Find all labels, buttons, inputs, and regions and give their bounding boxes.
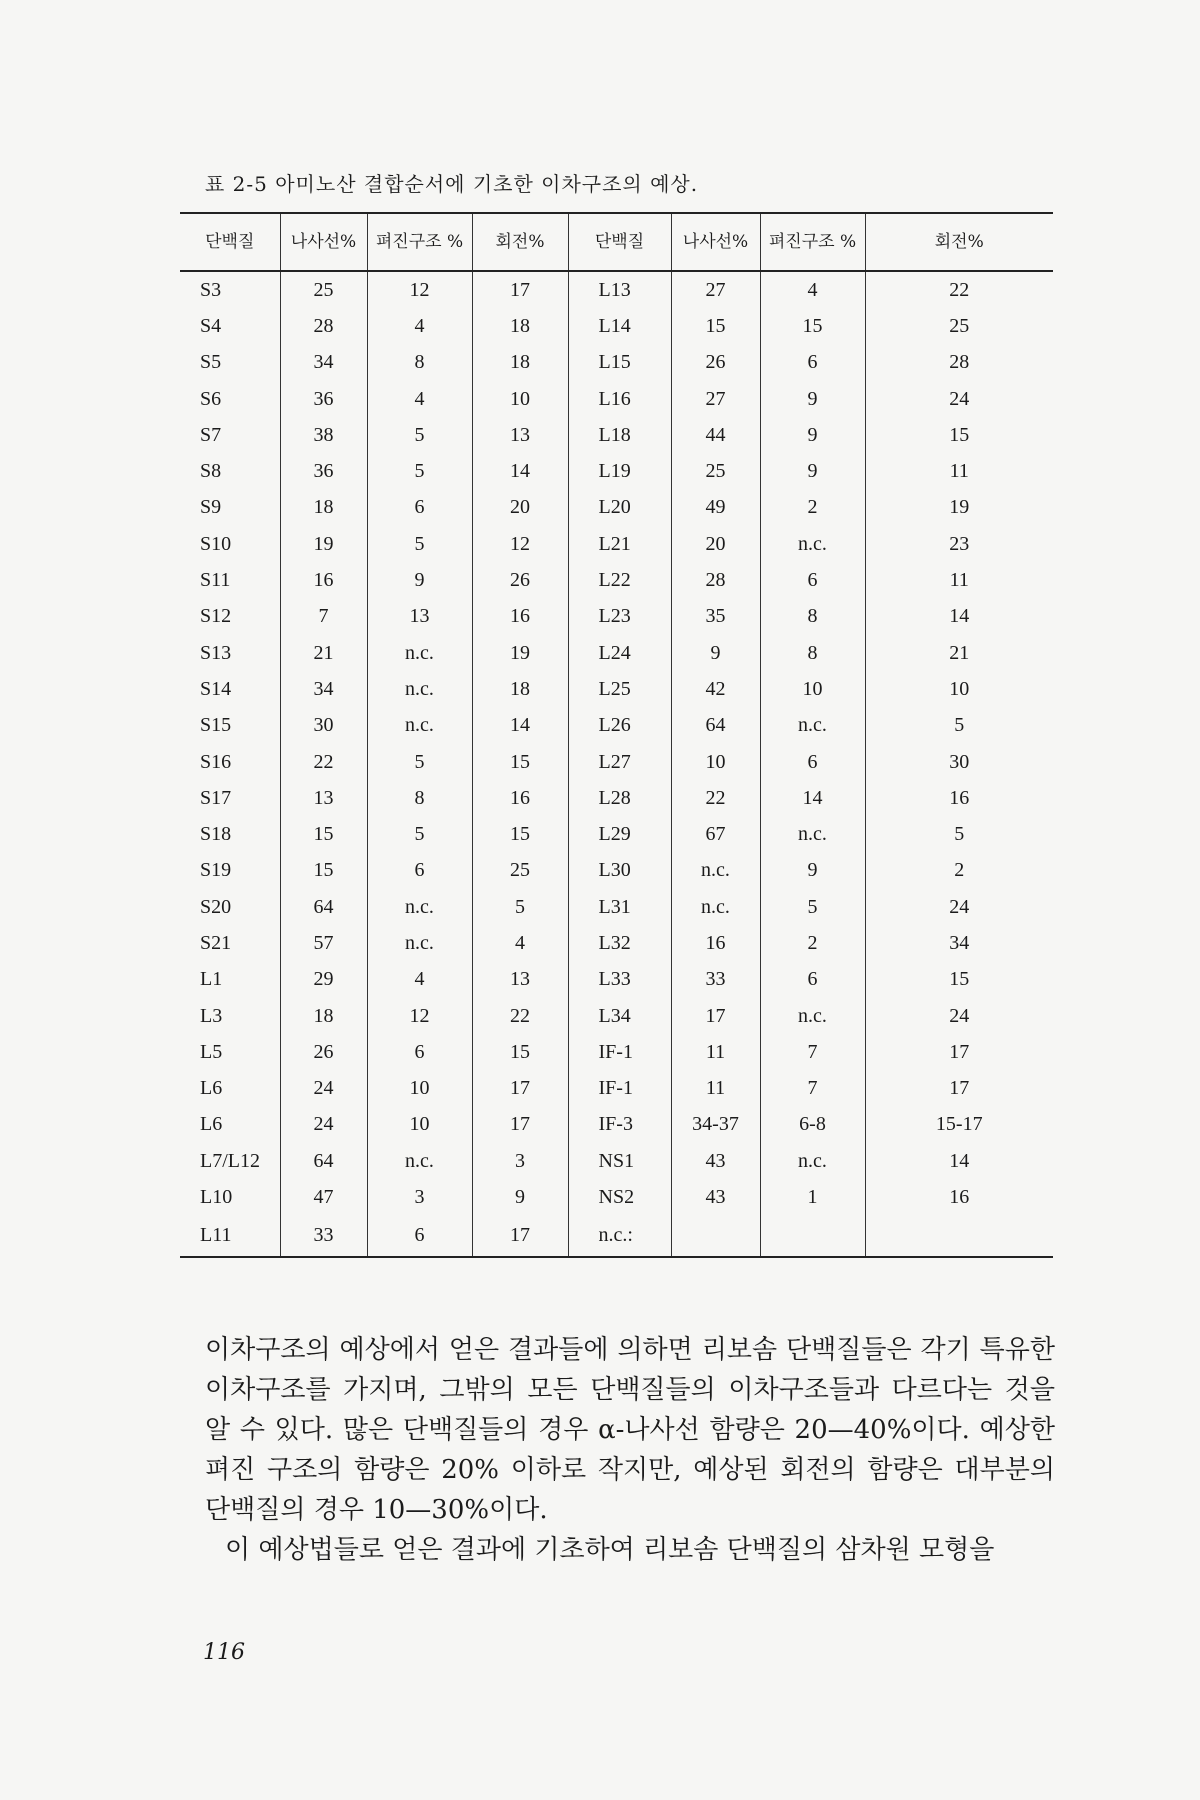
table-cell: 4: [472, 925, 568, 961]
table-cell: 28: [865, 345, 1053, 381]
table-cell: 13: [472, 417, 568, 453]
table-cell: 7: [760, 1071, 865, 1107]
table-cell: 19: [280, 526, 367, 562]
table-cell: 6: [760, 962, 865, 998]
table-header-row: [180, 213, 1053, 271]
table-cell: 14: [472, 708, 568, 744]
table-cell: 5: [367, 816, 472, 852]
table-cell: 17: [472, 271, 568, 308]
table-cell: n.c.: [367, 889, 472, 925]
table-cell: 16: [472, 599, 568, 635]
secondary-structure-table-wrap: [180, 212, 1053, 1258]
table-cell: 17: [472, 1107, 568, 1143]
table-row: [180, 1107, 1053, 1143]
table-cell: [865, 1216, 1053, 1257]
table-row: [180, 308, 1053, 344]
table-cell: 18: [280, 998, 367, 1034]
table-cell: 24: [865, 381, 1053, 417]
table-cell: 47: [280, 1179, 367, 1215]
table-cell: 22: [472, 998, 568, 1034]
table-row: [180, 1143, 1053, 1179]
table-cell: 8: [760, 599, 865, 635]
table-cell: 6: [760, 744, 865, 780]
table-cell: S12: [200, 605, 232, 628]
table-cell: L11: [180, 1216, 280, 1257]
table-cell: 2: [760, 490, 865, 526]
table-row: [180, 780, 1053, 816]
table-cell: 33: [280, 1216, 367, 1257]
table-row: [180, 925, 1053, 961]
table-cell: n.c.: [671, 889, 760, 925]
table-cell: 11: [671, 1071, 760, 1107]
table-cell: 10: [865, 671, 1053, 707]
table-cell: 16: [865, 780, 1053, 816]
table-cell: L24: [568, 635, 671, 671]
table-cell: 6: [367, 1034, 472, 1070]
table-row: [180, 271, 1053, 308]
table-cell: n.c.: [367, 925, 472, 961]
table-cell: S13: [200, 641, 232, 664]
table-cell: 13: [367, 599, 472, 635]
table-row: [180, 417, 1053, 453]
table-cell: 15: [472, 744, 568, 780]
table-cell: 15: [280, 816, 367, 852]
table-cell: 5: [367, 526, 472, 562]
table-cell: 35: [671, 599, 760, 635]
table-cell: L7/L12: [200, 1149, 260, 1172]
table-cell: L30: [568, 853, 671, 889]
table-cell: 15: [280, 853, 367, 889]
table-row: [180, 1179, 1053, 1215]
table-cell: L21: [568, 526, 671, 562]
table-cell: 12: [472, 526, 568, 562]
table-cell: S3: [200, 278, 222, 301]
table-cell: 6: [367, 1216, 472, 1257]
table-row: [180, 1216, 1053, 1257]
table-row: [180, 599, 1053, 635]
table-cell: n.c.: [367, 1143, 472, 1179]
table-cell: S18: [200, 823, 232, 846]
table-cell: 1: [760, 1179, 865, 1215]
table-cell: L33: [568, 962, 671, 998]
table-cell: 36: [280, 381, 367, 417]
table-cell: 20: [671, 526, 760, 562]
table-cell: 64: [280, 889, 367, 925]
table-cell: 2: [865, 853, 1053, 889]
table-cell: L20: [568, 490, 671, 526]
column-header: 나사선%: [280, 213, 367, 271]
table-cell: 18: [472, 308, 568, 344]
table-cell: 13: [280, 780, 367, 816]
table-cell: 4: [760, 271, 865, 308]
table-cell: 4: [367, 308, 472, 344]
table-cell: 20: [472, 490, 568, 526]
table-cell: L32: [568, 925, 671, 961]
table-cell: 25: [865, 308, 1053, 344]
table-cell: 7: [760, 1034, 865, 1070]
table-cell: 28: [671, 562, 760, 598]
table-cell: L6: [200, 1077, 223, 1100]
table-cell: 5: [367, 417, 472, 453]
table-cell: 7: [280, 599, 367, 635]
table-cell: S11: [200, 569, 231, 592]
table-cell: 17: [865, 1071, 1053, 1107]
table-caption: 표 2-5 아미노산 결합순서에 기초한 이차구조의 예상.: [205, 172, 699, 196]
table-cell: 14: [472, 453, 568, 489]
table-cell: 17: [865, 1034, 1053, 1070]
table-cell: 24: [865, 998, 1053, 1034]
table-cell: 17: [472, 1216, 568, 1257]
table-cell: S4: [200, 314, 222, 337]
table-cell: 25: [671, 453, 760, 489]
table-cell: L6: [200, 1113, 223, 1136]
table-cell: 6: [760, 562, 865, 598]
table-row: [180, 381, 1053, 417]
table-cell: L5: [200, 1040, 223, 1063]
table-cell: 8: [367, 780, 472, 816]
table-cell: 10: [760, 671, 865, 707]
table-cell: 15: [671, 308, 760, 344]
table-cell: S7: [200, 423, 222, 446]
table-cell: 23: [865, 526, 1053, 562]
table-cell: 38: [280, 417, 367, 453]
table-cell: S17: [200, 786, 232, 809]
table-row: [180, 526, 1053, 562]
table-cell: n.c.: [760, 816, 865, 852]
table-cell: n.c.: [760, 998, 865, 1034]
table-cell: L15: [568, 345, 671, 381]
table-cell: 16: [280, 562, 367, 598]
table-cell: IF-1: [568, 1034, 671, 1070]
table-cell: 18: [280, 490, 367, 526]
table-cell: 16: [671, 925, 760, 961]
table-cell: 22: [671, 780, 760, 816]
table-cell: 3: [472, 1143, 568, 1179]
table-cell: 34-37: [671, 1107, 760, 1143]
table-cell: L3: [200, 1004, 223, 1027]
table-row: [180, 998, 1053, 1034]
table-cell: 12: [367, 998, 472, 1034]
table-cell: 30: [280, 708, 367, 744]
table-cell: 21: [280, 635, 367, 671]
table-cell: 10: [367, 1071, 472, 1107]
column-header: 회전%: [865, 213, 1053, 271]
table-cell: 36: [280, 453, 367, 489]
table-cell: L27: [568, 744, 671, 780]
table-row: [180, 490, 1053, 526]
table-row: [180, 1034, 1053, 1070]
column-header: 펴진구조 %: [760, 213, 865, 271]
table-cell: 18: [472, 345, 568, 381]
table-row: [180, 1071, 1053, 1107]
table-cell: 10: [367, 1107, 472, 1143]
paragraph: 이 예상법들로 얻은 결과에 기초하여 리보솜 단백질의 삼차원 모형을: [225, 1535, 995, 1565]
table-cell: 43: [671, 1179, 760, 1215]
page-number: 116: [203, 1640, 245, 1665]
table-cell: 15: [760, 308, 865, 344]
table-cell: 17: [671, 998, 760, 1034]
table-cell: 29: [280, 962, 367, 998]
table-cell: NS2: [568, 1179, 671, 1215]
table-cell: L18: [568, 417, 671, 453]
table-cell: 33: [671, 962, 760, 998]
table-cell: n.c.: [760, 708, 865, 744]
table-cell: 4: [367, 381, 472, 417]
table-cell: L26: [568, 708, 671, 744]
table-cell: S19: [200, 859, 232, 882]
table-cell: 5: [865, 708, 1053, 744]
table-cell: 10: [671, 744, 760, 780]
column-header: 단백질: [568, 213, 671, 271]
table-cell: 5: [760, 889, 865, 925]
table-cell: 12: [367, 271, 472, 308]
table-cell: 9: [760, 453, 865, 489]
table-cell: 15: [865, 417, 1053, 453]
table-cell: 64: [280, 1143, 367, 1179]
table-cell: 27: [671, 271, 760, 308]
table-cell: 8: [760, 635, 865, 671]
table-cell: 67: [671, 816, 760, 852]
table-cell: 9: [472, 1179, 568, 1215]
table-cell: 24: [280, 1071, 367, 1107]
table-body: [180, 271, 1053, 1257]
table-cell: 30: [865, 744, 1053, 780]
table-cell: 19: [865, 490, 1053, 526]
table-cell: 34: [280, 671, 367, 707]
table-cell: 42: [671, 671, 760, 707]
table-cell: L34: [568, 998, 671, 1034]
table-cell: L1: [200, 968, 223, 991]
table-cell: 9: [760, 417, 865, 453]
table-cell: 6: [367, 853, 472, 889]
table-cell: 9: [760, 853, 865, 889]
table-cell: 28: [280, 308, 367, 344]
table-cell: 5: [472, 889, 568, 925]
table-cell: L16: [568, 381, 671, 417]
table-row: [180, 453, 1053, 489]
table-cell: L23: [568, 599, 671, 635]
table-cell: n.c.: [367, 671, 472, 707]
table-cell: n.c.: [367, 708, 472, 744]
table-cell: S5: [200, 351, 222, 374]
table-cell: 15-17: [865, 1107, 1053, 1143]
table-cell: 34: [865, 925, 1053, 961]
table-cell: 10: [472, 381, 568, 417]
table-cell: 9: [671, 635, 760, 671]
table-cell: 5: [367, 744, 472, 780]
table-cell: L29: [568, 816, 671, 852]
table-cell: S15: [200, 714, 232, 737]
table-cell: 15: [472, 1034, 568, 1070]
table-cell: 16: [472, 780, 568, 816]
table-cell: L28: [568, 780, 671, 816]
table-cell: [671, 1216, 760, 1257]
table-cell: 6: [760, 345, 865, 381]
table-cell: n.c.: [671, 853, 760, 889]
table-cell: 9: [367, 562, 472, 598]
table-cell: 15: [865, 962, 1053, 998]
table-cell: 9: [760, 381, 865, 417]
table-cell: 25: [472, 853, 568, 889]
table-cell: 4: [367, 962, 472, 998]
table-cell: 2: [760, 925, 865, 961]
table-cell: 11: [671, 1034, 760, 1070]
table-cell: 26: [280, 1034, 367, 1070]
table-row: [180, 853, 1053, 889]
table-cell: NS1: [568, 1143, 671, 1179]
table-row: [180, 562, 1053, 598]
table-cell: 27: [671, 381, 760, 417]
table-cell: IF-3: [568, 1107, 671, 1143]
table-cell: 18: [472, 671, 568, 707]
table-cell: 24: [280, 1107, 367, 1143]
table-cell: L25: [568, 671, 671, 707]
table-cell: L22: [568, 562, 671, 598]
table-cell: 64: [671, 708, 760, 744]
table-row: [180, 345, 1053, 381]
column-header: 회전%: [472, 213, 568, 271]
table-row: [180, 816, 1053, 852]
table-cell: 34: [280, 345, 367, 381]
table-cell: [760, 1216, 865, 1257]
table-cell: n.c.: [367, 635, 472, 671]
table-cell: 16: [865, 1179, 1053, 1215]
table-row: [180, 889, 1053, 925]
table-cell: 13: [472, 962, 568, 998]
table-cell: 19: [472, 635, 568, 671]
table-cell: 14: [865, 599, 1053, 635]
table-row: [180, 635, 1053, 671]
table-cell: 26: [671, 345, 760, 381]
table-cell: n.c.: [760, 1143, 865, 1179]
table-cell: n.c.:: [568, 1216, 671, 1257]
table-row: [180, 708, 1053, 744]
table-cell: 49: [671, 490, 760, 526]
table-cell: 26: [472, 562, 568, 598]
table-cell: 6-8: [760, 1107, 865, 1143]
table-row: [180, 744, 1053, 780]
table-cell: S16: [200, 750, 232, 773]
table-cell: 14: [760, 780, 865, 816]
table-cell: L10: [200, 1186, 233, 1209]
table-cell: L31: [568, 889, 671, 925]
table-row: [180, 671, 1053, 707]
table-cell: 11: [865, 453, 1053, 489]
table-cell: 15: [472, 816, 568, 852]
table-cell: 8: [367, 345, 472, 381]
table-cell: 44: [671, 417, 760, 453]
table-cell: S14: [200, 677, 232, 700]
table-cell: L19: [568, 453, 671, 489]
table-cell: S21: [200, 931, 232, 954]
table-cell: 22: [865, 271, 1053, 308]
table-cell: 5: [367, 453, 472, 489]
table-cell: 57: [280, 925, 367, 961]
table-cell: S8: [200, 460, 222, 483]
secondary-structure-table: [180, 212, 1053, 1258]
paragraph: 이차구조의 예상에서 얻은 결과들에 의하면 리보솜 단백질들은 각기 특유한 이차구조를 가지며, 그밖의 모든 단백질들의 이차구조들과 다르다는 것을 알 수 있다. 많은 단백질들의 경우 α-나사선 함량은 20—40%이다. 예상한 펴진 구조의 함량은 20% 이하로 작지만, 예상된 회전의 함량은 대부분의 단백질의 경우 10—30%이다.: [205, 1335, 1055, 1525]
table-cell: 14: [865, 1143, 1053, 1179]
table-cell: S9: [200, 496, 222, 519]
column-header: 펴진구조 %: [367, 213, 472, 271]
table-cell: S20: [200, 895, 232, 918]
table-cell: 6: [367, 490, 472, 526]
table-cell: n.c.: [760, 526, 865, 562]
table-cell: L14: [568, 308, 671, 344]
table-cell: 25: [280, 271, 367, 308]
column-header: 단백질: [180, 213, 280, 271]
body-text: [205, 1330, 1055, 1570]
table-cell: 5: [865, 816, 1053, 852]
table-cell: 17: [472, 1071, 568, 1107]
column-header: 나사선%: [671, 213, 760, 271]
table-cell: 3: [367, 1179, 472, 1215]
table-cell: S6: [200, 387, 222, 410]
table-row: [180, 962, 1053, 998]
table-cell: 24: [865, 889, 1053, 925]
table-cell: 21: [865, 635, 1053, 671]
table-cell: L13: [568, 271, 671, 308]
table-cell: S10: [200, 532, 232, 555]
table-cell: IF-1: [568, 1071, 671, 1107]
table-cell: 43: [671, 1143, 760, 1179]
table-cell: 22: [280, 744, 367, 780]
table-cell: 11: [865, 562, 1053, 598]
